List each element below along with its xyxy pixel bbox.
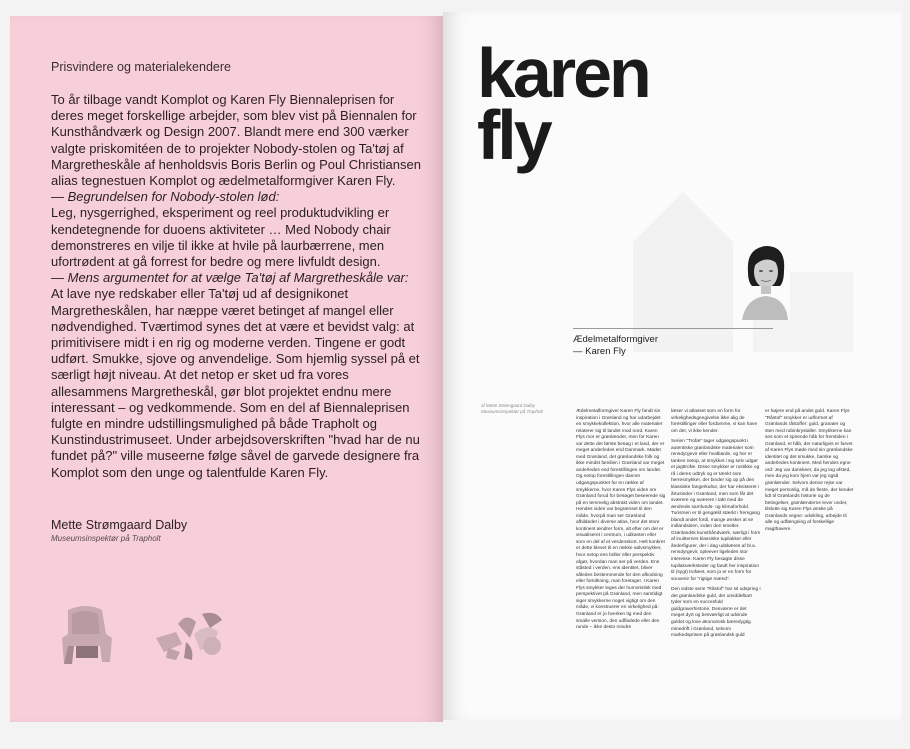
nobody-citation: Leg, nysgerrighed, eksperiment og reel produktudvikling er kendetegnende for duoens aktiviteter … Med Nobody chair demonstreres en vilje til ikke at hvile på laurbærrene, men ufortrødent at gå forrest for bedre og mere livfuldt design.: [51, 205, 391, 270]
article-body: [51, 92, 423, 481]
author-name: Mette Strømgaard Dalby: [51, 518, 188, 532]
tatoj-citation: At lave nye redskaber eller Ta'tøj ud af designikonet Margretheskålen, har næppe været betinget af mangel eller nødvendighed. Tværtimod synes det at være et bevidst valg: at primitivisere midt i en rig og moderne verden. Tingene er godt udført. Smukke, sjove og anvendelige. Som hjemlig syssel på et særligt højt niveau. At det netop er sket ud fra vores allesammens Margretheskål, gør blot projektet endnu mere interessant – og vedkommende. Som en del af Biennaleprisen fulgte en mindre udstillingsmulighed på både Trapholt og Kunstindustrimuseet. Under arbejdsoverskriften "hvad har de nu fundet på?" ville museerne følge såvel de garvede designere fra Komplot som den unge og talentfulde Karen Fly.: [51, 286, 420, 480]
role-label: [573, 334, 658, 358]
column-paragraph: er højere end på andet guld. Karen Flys "Råstof" smykker er udformet af Grønlands råstoffer: guld, granater og sten med rubinkrystaller. Smykkerne kan ses som et spirende håb for fremtiden i Grønland, et håb, der naturligvis er farvet af Karen Flys møde med sin grønlandske identitet og det smukke, barske og anderledes kontinent. Med hendes egne ord: Jeg var danskeer, da jeg tog afsted, men da jeg kom hjem var jeg også grønlænder. Selvom denne rejse var meget personlig, må de fleste, der kender lidt til Grønlands historie og de betingelser, grønlænderne lever under, tilslutte sig Karen Flys ønske på Grønlands vegne: udvikling, arbejde til alle og udfængning af forskellige magthavere.: [765, 409, 854, 532]
role-line-1: Ædelmetalformgiver: [573, 334, 658, 345]
column-paragraph: læser vi atlasset som en form for virkelighedsgengivelse ikke alig de forestillinger eller fordomme, vi kan have om det, vi ikke kender.: [671, 409, 758, 434]
column-paragraph: Serien "Trofæ" tager udgangspunkt i autentiske grønlandske materialer som rensdyrgevir eller hvalbarde, og her er tanken netop, at smykket i sig selv udgør et jagttrofæ. Disse smykker er rustikke og rå i deres udtryk og er tænkt som herresmykker, der binder sig op på den klassiske fangerkultur, der har eksisteret i årtusinder i Grønland, men som får det sværere og sværere i takt med de ændrede samfunds- og klimaforhold. Turismen er til gengæld stærkt i fremgang blandt andet fordi, mange ønsker at se indlandsisen, inden den smelter. Grønlandsk kunsthåndværk, særligt i form af inuitternes klassiske tupilakker eller ånderfigurer, der i dag udskæres af bl.a. rensdyrgevir, opleever ligeledes stor interesse. Karen Fly besøgte disse tupilakværksteder og fandt her inspiration til (sygt) trofæet, som jo er en form for souvenir for "rigtige mænd".: [671, 439, 761, 582]
title-line-1: karen: [477, 34, 649, 112]
show-through-graphic: [613, 152, 863, 362]
title-line-2: fly: [477, 96, 550, 174]
author-title: Museumsinspektør på Trapholt: [51, 534, 161, 543]
section-heading: Prisvindere og materialekendere: [51, 60, 231, 74]
article-title: [477, 34, 649, 174]
column-paragraph: Ædelmetalformgiver Karen Fly fandt sin inspiration i Grønland og har udarbejdet en smykkekollektion, hvor alle materialer relaterer sig til landet mod nord. Karen Flys mor er grønlænder, men for Karen var dette det første besøg i et land, der er meget anderledes end Danmark. Mødet med Grønland, det grønlandske folk og ikke mindst familien i Grønland var meget anderledes end forestillingen om landet. Og netop forestillingen danner udgangspunktet for en række af smykkerne, hvor Karen Flys viden om Grønland forud for besøget beseerede sig på en temmelig abstrakt viden om landet. Hendes viden var begrænset til den måde, hvorpå man ser Grønland afbildedet i diverse atlas, hvor det store kontinent ændrer form, alt efter om det er visualiseret i centrum, i udkanten eller som en del af et verdenskort. Helt konkret er dette blevet til en række sølvsmykker, hvor netop ens briller eller perspektiv afgør, hvordan man ser på verden. Ens ståsted i verden, ens identitet, bliver således bestemmende for den afkodning eller fortolkning, man foretager. I Karen Flys smykker leges der humoristisk med perspektivet på Grønland, men samtidigt siger smykkerne noget vigtigt om den måde, vi konstruerer en virkelighed på: Grønland er jo hverken tig med den smalle version, den udfladede eller den runde – ikke desto mindre: [576, 409, 666, 631]
karen-fly-portrait: [740, 242, 790, 320]
left-page: [10, 16, 443, 722]
text-column-2: [671, 409, 761, 644]
role-divider: [573, 328, 773, 329]
column-paragraph: Den sidste serie "Råstof" har sit udspring i det grønlandske guld, der umiddelbart tyder som en succesfuld guldgraverhistorie. Desværre er det meget dyrt og besværligt at udvinde guldet og love økonomisk bæredygtig minedrift i Grønland, selvom markedsprisen på grønlandsk guld: [671, 587, 761, 639]
right-page: [443, 12, 901, 720]
text-column-1: [576, 409, 666, 636]
quote-intro-tatoj: — Mens argumentet for at vælge Ta'tøj af Margretheskåle var:: [51, 270, 409, 286]
text-column-3: [765, 409, 855, 537]
byline-caption: af Mette Strømgaard Dalby Museumsinspektør på Trapholt: [481, 403, 543, 414]
quote-intro-nobody: — Begrundelsen for Nobody-stolen lød:: [51, 189, 280, 205]
nobody-chair-image: [58, 604, 114, 666]
role-line-2: — Karen Fly: [573, 346, 626, 357]
tatoj-pieces-image: [146, 608, 230, 664]
intro-paragraph: To år tilbage vandt Komplot og Karen Fly Biennaleprisen for deres meget forskellige arbejder, som blev vist på Biennalen for Kunsthåndværk og Design 2007. Blandt mere end 300 værker valgte priskomitéen de to projekter Nobody-stolen og Ta'tøj af Margretheskåle af henholdsvis Boris Berlin og Poul Christiansen alias tegnestuen Komplot og ædelmetalformgiver Karen Fly.: [51, 92, 421, 189]
